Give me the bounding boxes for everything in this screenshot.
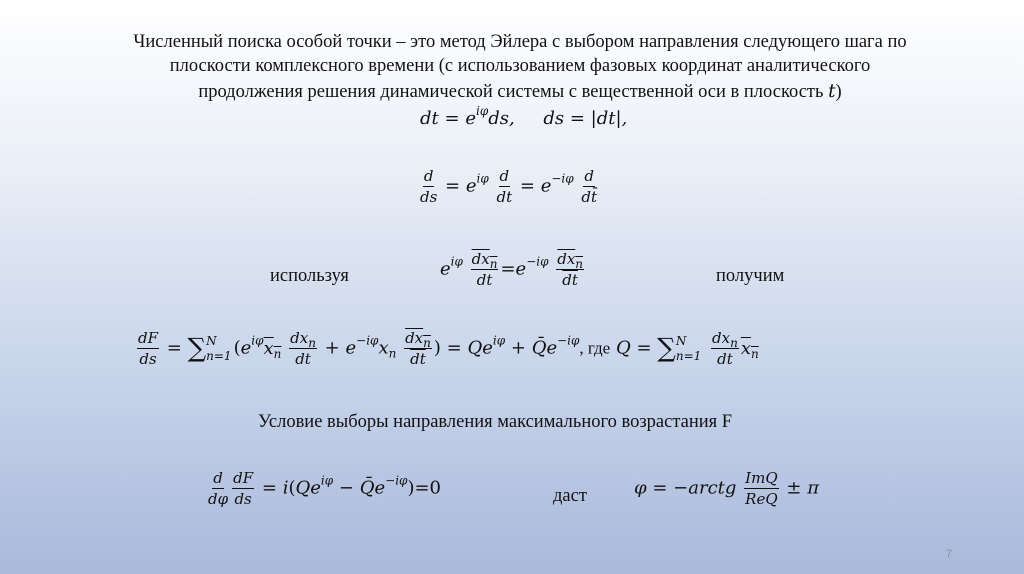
f5-exp2: −iφ bbox=[385, 473, 408, 488]
f1-eq: = bbox=[444, 108, 460, 129]
f5-eq: = bbox=[261, 477, 277, 499]
f5-den-dphi: dφ bbox=[208, 490, 229, 508]
f1-exp: iφ bbox=[475, 104, 489, 118]
f4-n6: n bbox=[750, 346, 759, 361]
f1-ds: ds, bbox=[488, 108, 515, 129]
f4-n1: n bbox=[273, 346, 282, 361]
f4-eq1: = bbox=[166, 337, 182, 359]
f4-e4: e bbox=[546, 337, 558, 359]
formula-2 bbox=[418, 168, 599, 205]
f5-frac-d-dphi bbox=[208, 470, 228, 507]
f4-rparen: ) bbox=[433, 337, 441, 359]
f3-exp1: iφ bbox=[450, 254, 463, 269]
f4-eq3: = bbox=[636, 337, 652, 359]
f3-dx: dx bbox=[471, 250, 490, 268]
f4-eq2: = bbox=[446, 337, 462, 359]
f6-num-ImQ: ImQ bbox=[745, 469, 778, 487]
f4-sum2: ∑ bbox=[657, 333, 676, 364]
formula-1 bbox=[420, 104, 628, 129]
f5-i: i bbox=[282, 477, 289, 499]
f3-n: n bbox=[489, 257, 498, 271]
f5-e1: e bbox=[310, 477, 321, 499]
formula-6 bbox=[634, 470, 819, 507]
f5-rparen-eq0: )=0 bbox=[407, 477, 441, 499]
f4-exp2: −iφ bbox=[356, 333, 379, 348]
f4-dx3: dx bbox=[712, 329, 731, 347]
intro-close-paren: ) bbox=[835, 82, 842, 102]
f4-e3: e bbox=[482, 337, 493, 359]
f3-dxn-bar bbox=[471, 250, 498, 271]
intro-line-3-text: продолжения решения динамической системы с вещественной оси в плоскость bbox=[198, 82, 824, 102]
formula-3 bbox=[440, 251, 586, 288]
formula-5 bbox=[206, 470, 441, 507]
f4-sum2-lower: n=1 bbox=[675, 348, 702, 363]
f2-frac-d-dt bbox=[497, 168, 513, 205]
f3-num2 bbox=[556, 251, 584, 270]
f4-xn-bar-2 bbox=[741, 338, 759, 359]
f2-exp2: −iφ bbox=[551, 171, 574, 186]
f5-num-d: d bbox=[213, 469, 223, 487]
f2-den: ds bbox=[420, 188, 438, 206]
f5-num-dF: dF bbox=[233, 469, 254, 487]
f4-dx2: dx bbox=[405, 329, 424, 347]
f2-num3: d bbox=[584, 167, 595, 185]
f2-num: d bbox=[423, 167, 434, 185]
f5-lparen: ( bbox=[288, 477, 296, 499]
f5-minus: − bbox=[338, 477, 354, 499]
f2-eq2: = bbox=[519, 175, 535, 197]
word-obtain: получим bbox=[716, 266, 785, 286]
f1-e: e bbox=[465, 108, 476, 129]
f2-eq1: = bbox=[445, 175, 461, 197]
f2-exp1: iφ bbox=[476, 171, 489, 186]
f5-exp1: iφ bbox=[320, 473, 334, 488]
f6-phi: φ bbox=[634, 477, 647, 499]
f4-exp3: iφ bbox=[492, 333, 506, 348]
f4-sum2-upper: N bbox=[675, 333, 687, 348]
f4-n3: n bbox=[388, 346, 397, 361]
intro-var-t: t bbox=[828, 81, 836, 102]
intro-line-1: Численный поиска особой точки – это метод Эйлера с выбором направления следующего шага по bbox=[133, 32, 907, 52]
f6-arctg: −arctg bbox=[673, 477, 737, 499]
f4-e1: e bbox=[240, 337, 252, 359]
f4-exp1: iφ bbox=[251, 333, 264, 348]
condition-text: Условие выборы направления максимального возрастания F bbox=[258, 412, 733, 432]
f4-sum1: ∑ bbox=[187, 333, 207, 364]
f4-sum1-lower: n=1 bbox=[206, 348, 232, 363]
f2-den2: dt bbox=[496, 188, 513, 206]
f2-frac-d-dtbar bbox=[581, 168, 597, 205]
f2-num2: d bbox=[499, 167, 510, 185]
intro-line-3 bbox=[60, 80, 980, 104]
word-gives: даст bbox=[553, 486, 587, 506]
f3-den2: dt bbox=[562, 271, 578, 289]
f4-plus1: + bbox=[324, 337, 340, 359]
f4-lparen: ( bbox=[233, 337, 241, 359]
f4-den-dt1: dt bbox=[295, 350, 311, 368]
f5-den-ds: ds bbox=[234, 490, 252, 508]
f4-Q1: Q bbox=[467, 337, 483, 359]
f4-exp4: −iφ bbox=[557, 333, 580, 348]
f4-num-dF: dF bbox=[138, 329, 159, 347]
f4-num-dxn-2 bbox=[711, 330, 739, 349]
word-using: используя bbox=[270, 266, 349, 286]
f6-den-ReQ: ReQ bbox=[745, 490, 778, 508]
f5-Q: Q bbox=[295, 477, 311, 499]
word-where: , где bbox=[579, 338, 611, 358]
f4-plus2: + bbox=[510, 337, 526, 359]
f4-n2: n bbox=[308, 336, 316, 350]
f4-frac-dxn-dt-2 bbox=[711, 330, 739, 367]
intro-paragraph bbox=[60, 30, 980, 104]
f3-num1 bbox=[471, 251, 499, 270]
intro-line-2: плоскости комплексного времени (с использованием фазовых координат аналитического bbox=[169, 56, 871, 76]
f4-Q2: Q bbox=[615, 337, 631, 359]
f4-frac-dF-ds bbox=[137, 330, 159, 367]
f4-n5: n bbox=[730, 336, 738, 350]
f5-Qbar: Q̄ bbox=[359, 477, 375, 499]
f4-frac-dxn-dt bbox=[289, 330, 317, 367]
f4-x2: x bbox=[378, 337, 389, 359]
f4-num-dxn-bar bbox=[404, 330, 432, 349]
f5-frac-dF-ds bbox=[232, 470, 254, 507]
f6-frac bbox=[744, 470, 778, 507]
f5-e2: e bbox=[374, 477, 386, 499]
f2-e1: e bbox=[465, 175, 477, 197]
f4-e2: e bbox=[345, 337, 357, 359]
f3-eq: = bbox=[500, 258, 516, 280]
page-number: 7 bbox=[946, 548, 953, 560]
f2-e2: e bbox=[540, 175, 552, 197]
f4-den-dt3: dt bbox=[717, 350, 733, 368]
f1-abs: |dt|, bbox=[590, 108, 628, 129]
f4-Qbar: Q̄ bbox=[531, 337, 547, 359]
f4-frac-dxn-dt-bar bbox=[404, 330, 432, 367]
f2-frac-d-ds bbox=[420, 168, 437, 205]
f4-sum1-limits bbox=[206, 334, 231, 364]
f3-dx2: dx bbox=[557, 250, 576, 268]
f4-x1: x bbox=[263, 337, 274, 359]
f4-dx1: dx bbox=[290, 329, 309, 347]
f4-n4: n bbox=[423, 336, 431, 350]
f3-den1: dt bbox=[476, 271, 493, 289]
f3-e2: e bbox=[515, 258, 527, 280]
f4-sum2-limits bbox=[676, 334, 701, 364]
f4-xn-bar bbox=[264, 338, 282, 359]
f6-eq: = bbox=[652, 477, 668, 499]
f4-den-dt2: dt bbox=[410, 350, 426, 368]
f3-frac2 bbox=[556, 251, 584, 288]
f4-x3: x bbox=[740, 337, 751, 359]
f4-num-dxn bbox=[289, 330, 317, 349]
f4-sum1-upper: N bbox=[206, 333, 217, 348]
f6-pi: π bbox=[807, 477, 820, 499]
f3-n2: n bbox=[575, 257, 584, 271]
f3-e1: e bbox=[440, 258, 451, 280]
f2-den3: dt̄ bbox=[581, 188, 598, 206]
f3-exp2: −iφ bbox=[526, 254, 549, 269]
f1-eq2: = bbox=[569, 108, 585, 129]
formula-4 bbox=[135, 330, 759, 367]
f1-dt: dt bbox=[420, 108, 439, 129]
f4-den-ds: ds bbox=[139, 350, 157, 368]
f6-pm: ± bbox=[786, 477, 802, 499]
f1-ds2: ds bbox=[543, 108, 565, 129]
f3-frac1 bbox=[471, 251, 499, 288]
